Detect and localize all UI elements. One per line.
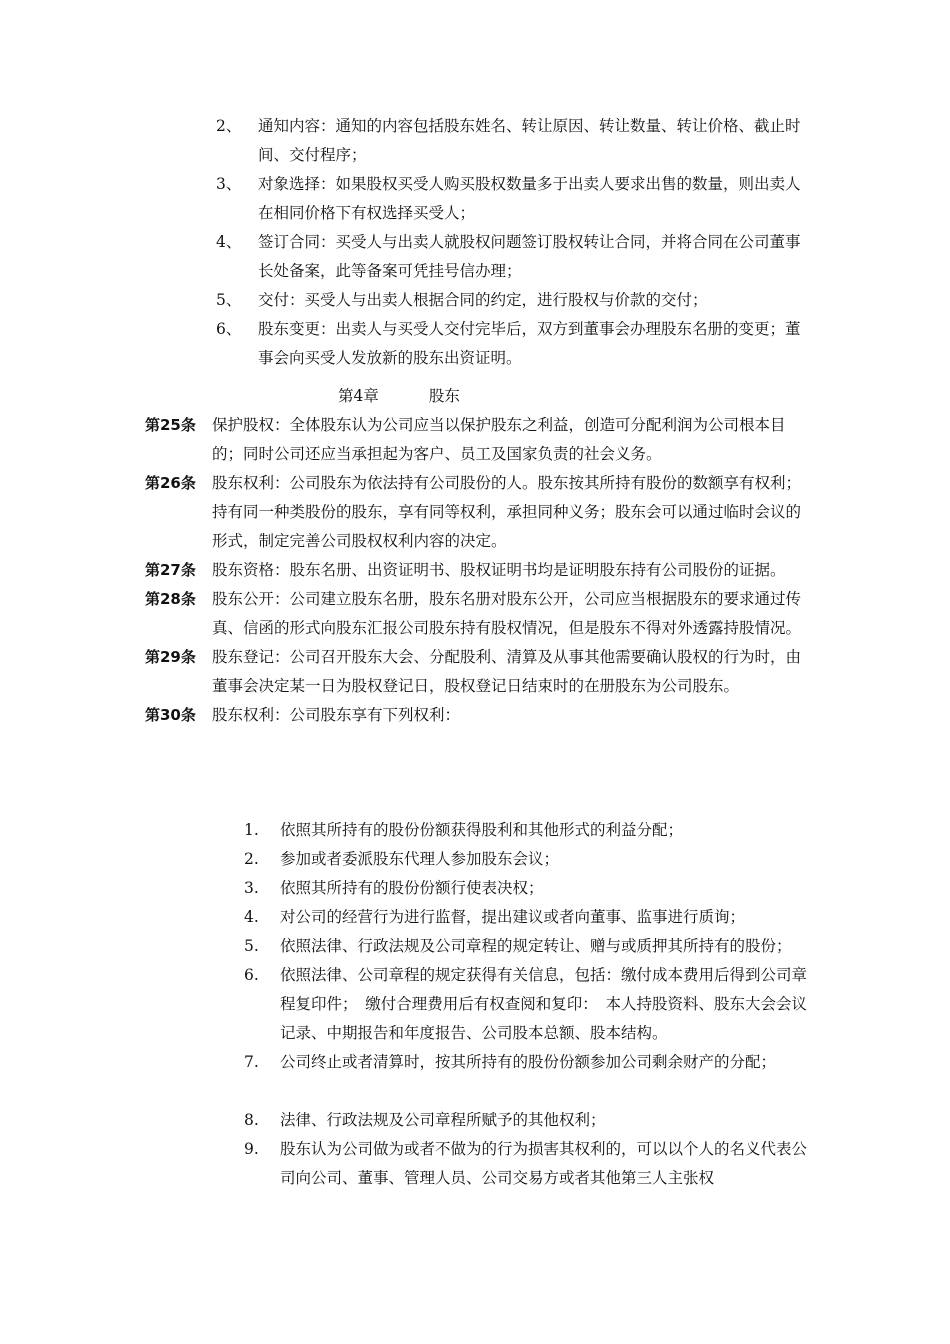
article — [145, 469, 825, 556]
list-item — [244, 845, 824, 874]
article — [145, 585, 825, 643]
list-item-text: 依照其所持有的股份份额行使表决权； — [280, 879, 544, 897]
article-text: 股东公开：公司建立股东名册，股东名册对股东公开，公司应当根据股东的要求通过传真、信函的形式向股东汇报公司股东持有股权情况，但是股东不得对外透露持股情况。 — [212, 590, 802, 637]
list-item — [244, 1106, 824, 1135]
article-text: 股东资格：股东名册、出资证明书、股权证明书均是证明股东持有公司股份的证据。 — [212, 561, 786, 579]
article-label: 第26条 — [145, 474, 196, 492]
list-item-number: 5. — [244, 937, 259, 955]
shareholder-rights-list — [244, 816, 824, 1193]
article-label: 第30条 — [145, 706, 196, 724]
list-item-number: 3、 — [216, 175, 242, 193]
chapter-number: 第4章 — [338, 387, 379, 405]
list-item — [244, 932, 824, 961]
article-label: 第28条 — [145, 590, 196, 608]
list-item — [216, 315, 816, 373]
chapter-heading — [338, 382, 538, 411]
list-item — [216, 228, 816, 286]
list-item-text: 法律、行政法规及公司章程所赋予的其他权利； — [280, 1111, 606, 1129]
article-text: 保护股权：全体股东认为公司应当以保护股东之利益，创造可分配利润为公司根本目的；同时公司还应当承担起为客户、员工及国家负责的社会义务。 — [212, 416, 786, 463]
articles-section — [145, 411, 825, 730]
list-item-text: 依照法律、公司章程的规定获得有关信息，包括：缴付成本费用后得到公司章程复印件； 缴付合理费用后有权查阅和复印： 本人持股资料、股东大会会议记录、中期报告和年度报告、公司股本总额、股本结构。 — [280, 966, 808, 1042]
blank-line — [244, 1077, 824, 1106]
list-item — [244, 1135, 824, 1193]
article-label: 第25条 — [145, 416, 196, 434]
article-label: 第27条 — [145, 561, 196, 579]
list-item — [216, 286, 816, 315]
list-item-text: 对象选择：如果股权买受人购买股权数量多于出卖人要求出售的数量，则出卖人在相同价格下有权选择买受人； — [258, 175, 801, 222]
transfer-procedure-list — [216, 112, 816, 373]
list-item-number: 6. — [244, 966, 259, 984]
list-item — [244, 961, 824, 1048]
list-item-text: 依照其所持有的股份份额获得股利和其他形式的利益分配； — [280, 821, 684, 839]
list-item-text: 参加或者委派股东代理人参加股东会议； — [280, 850, 560, 868]
list-item-text: 交付：买受人与出卖人根据合同的约定，进行股权与价款的交付； — [258, 291, 708, 309]
list-item-number: 4. — [244, 908, 259, 926]
article-label: 第29条 — [145, 648, 196, 666]
list-item-number: 2、 — [216, 117, 242, 135]
list-item-text: 公司终止或者清算时，按其所持有的股份份额参加公司剩余财产的分配； — [280, 1053, 777, 1071]
article-text: 股东登记：公司召开股东大会、分配股利、清算及从事其他需要确认股权的行为时，由董事会决定某一日为股权登记日，股权登记日结束时的在册股东为公司股东。 — [212, 648, 802, 695]
list-item-number: 8. — [244, 1111, 259, 1129]
list-item — [244, 874, 824, 903]
list-item-text: 通知内容：通知的内容包括股东姓名、转让原因、转让数量、转让价格、截止时间、交付程序； — [258, 117, 801, 164]
article — [145, 701, 825, 730]
article — [145, 643, 825, 701]
list-item — [216, 112, 816, 170]
list-item-number: 2. — [244, 850, 259, 868]
list-item-number: 5、 — [216, 291, 242, 309]
article-text: 股东权利：公司股东享有下列权利： — [212, 706, 461, 724]
list-item-text: 依照法律、行政法规及公司章程的规定转让、赠与或质押其所持有的股份； — [280, 937, 792, 955]
list-item-number: 6、 — [216, 320, 242, 338]
list-item — [244, 903, 824, 932]
list-item — [244, 1048, 824, 1077]
list-item-number: 7. — [244, 1053, 259, 1071]
list-item-text: 对公司的经营行为进行监督，提出建议或者向董事、监事进行质询； — [280, 908, 746, 926]
list-item-text: 股东认为公司做为或者不做为的行为损害其权利的，可以以个人的名义代表公司向公司、董事、管理人员、公司交易方或者其他第三人主张权 — [280, 1140, 808, 1187]
list-item-text: 签订合同：买受人与出卖人就股权问题签订股权转让合同，并将合同在公司董事长处备案，此等备案可凭挂号信办理； — [258, 233, 801, 280]
list-item — [216, 170, 816, 228]
list-item-number: 9. — [244, 1140, 259, 1158]
article-text: 股东权利：公司股东为依法持有公司股份的人。股东按其所持有股份的数额享有权利；持有同一种类股份的股东，享有同等权利，承担同种义务；股东会可以通过临时会议的形式，制定完善公司股权权利内容的决定。 — [212, 474, 802, 550]
list-item — [244, 816, 824, 845]
article — [145, 556, 825, 585]
list-item-number: 4、 — [216, 233, 242, 251]
list-item-text: 股东变更：出卖人与买受人交付完毕后，双方到董事会办理股东名册的变更；董事会向买受人发放新的股东出资证明。 — [258, 320, 801, 367]
chapter-title: 股东 — [428, 387, 460, 405]
list-item-number: 1. — [244, 821, 259, 839]
article — [145, 411, 825, 469]
list-item-number: 3. — [244, 879, 259, 897]
